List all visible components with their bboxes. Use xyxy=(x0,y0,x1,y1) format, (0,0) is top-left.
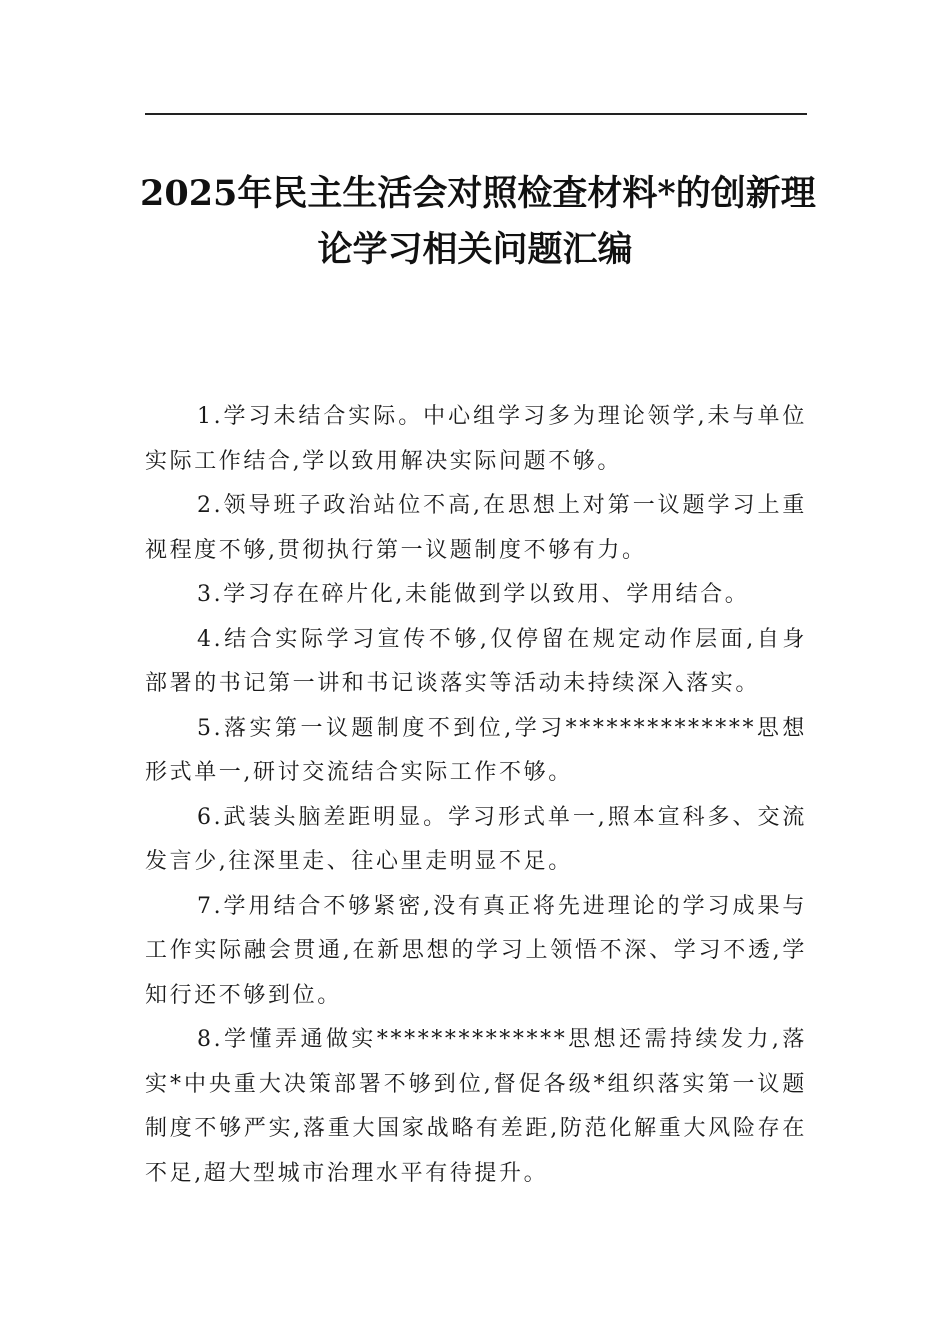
paragraph-7: 7.学用结合不够紧密,没有真正将先进理论的学习成果与工作实际融会贯通,在新思想的学习上领悟不深、学习不透,学知行还不够到位。 xyxy=(145,893,807,1008)
paragraph-5: 5.落实第一议题制度不到位,学习**************思想形式单一,研讨交流结合实际工作不够。 xyxy=(145,715,807,785)
document-body xyxy=(145,395,807,1196)
paragraph-4: 4.结合实际学习宣传不够,仅停留在规定动作层面,自身部署的书记第一讲和书记谈落实等活动未持续深入落实。 xyxy=(145,626,807,696)
header-rule xyxy=(145,113,807,115)
paragraph-2: 2.领导班子政治站位不高,在思想上对第一议题学习上重视程度不够,贯彻执行第一议题制度不够有力。 xyxy=(145,493,807,563)
title-line-2: 论学习相关问题汇编 xyxy=(317,229,633,270)
paragraph-6: 6.武装头脑差距明显。学习形式单一,照本宣科多、交流发言少,往深里走、往心里走明显不足。 xyxy=(145,804,807,874)
paragraph-8: 8.学懂弄通做实**************思想还需持续发力,落实*中央重大决策部署不够到位,督促各级*组织落实第一议题制度不够严实,落重大国家战略有差距,防范化解重大风险存在不足,超大型城市治理水平有待提升。 xyxy=(145,1027,807,1186)
title-line-1: 2025年民主生活会对照检查材料*的创新理 xyxy=(140,173,816,214)
paragraph-3: 3.学习存在碎片化,未能做到学以致用、学用结合。 xyxy=(197,582,750,607)
document-title xyxy=(140,166,816,278)
paragraph-1: 1.学习未结合实际。中心组学习多为理论领学,未与单位实际工作结合,学以致用解决实际问题不够。 xyxy=(145,404,807,474)
